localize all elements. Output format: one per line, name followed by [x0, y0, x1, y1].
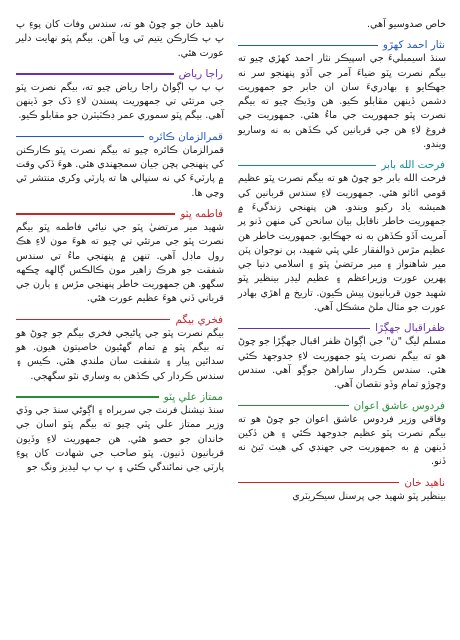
right-column	[238, 18, 446, 630]
section-qamar-zaman-kaira	[16, 130, 224, 201]
section-header	[238, 476, 446, 490]
section-heading: فخري بيگم	[175, 313, 223, 326]
section-body: سنڌ اسيمبليءَ جي اسپيڪر نثار احمد کهڙي چيو ته بيگم نصرت ڀٽو ضياءَ آمر جي آڏو پنهنجو سر نه جهڪايو ۽ بهادريءَ سان ان جابر جو جمهوريت دشمن ڏينهن مقابلو ڪيو. هن وڌيڪ چيو ته بيگم نصرت ڀٽو جمهوريت جي ماءُ هئي. جمهوريت جي فروغ لاءِ هن جي قربانين کي ڪڏهن به نه وساريو ويندو.	[238, 53, 446, 151]
section-body: فرحت الله بابر جو چوڻ هو ته بيگم نصرت ڀٽو عظيم قومي اثاثو هئي. جمهوريت لاءِ سندس قربانين کي هميشه ياد رکيو ويندو. هن پنهنجي زندگيءَ ۾ جمهوريت خاطر ناقابل بيان سانحن کي منهن ڏنو پر آمريت آڏو ڪڏهن به نه جهڪايو. جمهوريت خاطر هن عظيم مڙس ذوالفقار علي ڀٽي شهيد، ٻن نوجوان پٽن مير شاهنواز ۽ مير مرتضيٰ ڀٽو ۽ اسلامي دنيا جي پهرين عورت وزيراعظم ۽ عظيم ليڊر بينظير ڀٽو شهيد جون قربانيون پيش ڪيون. تاريخ ۾ اهڙي بهادر عورت جو مثال ملڻ مشڪل آهي.	[238, 173, 446, 314]
section-farhatullah-babar	[238, 158, 446, 315]
section-body: مسلم ليگ "ن" جي اڳواڻ ظفر اقبال جهڳڙا جو چوڻ هو ته بيگم نصرت ڀٽو جمهوريت لاءِ جدوجهد ڪئي هئي. سندس ڪردار ساراهڻ جوڳو آهي. سندس وڇوڙو تمام وڏو نقصان آهي.	[238, 336, 446, 391]
section-heading: فردوس عاشق اعوان	[353, 399, 445, 412]
section-body: بينظير ڀٽو شهيد جي پرسنل سيڪريٽري	[292, 490, 446, 502]
section-body: سنڌ نيشنل فرنٽ جي سربراه ۽ اڳوڻي سنڌ جي وڏي وزير ممتاز علي ڀٽي چيو ته بيگم ڀٽو اسان جي خاندان جو حصو هئي. هن جمهوريت لاءِ وڏيون قربانيون ڏنيون. ڀٽو صاحب جي شهادت کان پوءِ پارٽي جي نمائندگي ڪئي ۽ پ پ پ ليڊيز ونگ جو	[16, 404, 224, 474]
column-intro-text: خاص صدوسيو آهي.	[366, 19, 446, 30]
section-heading: نثار احمد کهڙو	[382, 39, 445, 52]
heading-rule	[238, 482, 399, 483]
section-header	[16, 390, 224, 404]
section-header	[16, 313, 224, 327]
section-zafar-iqbal-jhagra	[238, 321, 446, 392]
section-header	[16, 130, 224, 144]
heading-rule	[16, 319, 170, 320]
section-header	[16, 207, 224, 221]
section-body: بيگم نصرت ڀٽو جي ڀاڻيجي فخري بيگم جو چوڻ هو ته بيگم ڀٽو ۾ تمام گهڻيون خاصيتون هيون. هو سدائين پيار ۽ شفقت سان ملندي هئي. ڪيس ۽ سندس ڪردار کي ڪڏهن به وساري نٿو سگهجي.	[16, 327, 224, 382]
section-heading: قمرالزمان ڪائره	[148, 130, 223, 143]
heading-rule	[16, 213, 175, 214]
heading-rule	[238, 45, 378, 46]
section-body: قمرالزمان ڪائره چيو ته بيگم نصرت ڀٽو ڪارڪنن کي پنهنجي ٻچن جيان سمجهندي هئي. هوءَ ڏکي وقت ۾ پارٽيءَ کي نه سنڀالي ها ته پارٽي وکري منتشر ٿي وڃي ها.	[16, 144, 224, 199]
section-header	[238, 158, 446, 172]
section-body: وفاقي وزير فردوس عاشق اعوان جو چوڻ هو ته بيگم نصرت ڀٽو عظيم جدوجهد ڪئي ۽ هن ڏکين ڏينهن ۾ به جمهوريت جي جهنڊي کي هيٺ ٿيڻ نه ڏنو.	[238, 413, 446, 468]
section-nisar-khuhro	[238, 38, 446, 152]
section-firdous-ashiq-awan	[238, 399, 446, 470]
section-body: پ پ پ اڳواڻ راجا رياض چيو ته، بيگم نصرت ڀٽو جي مرتئي تي جمهوريت پسندن لاءِ ڏک جو ڏينهن آهي. بيگم ڀٽو سموري عمر ڊڪٽيٽرن جو مقابلو ڪيو.	[16, 81, 224, 122]
section-heading: فرحت الله بابر	[381, 159, 445, 172]
section-heading: ممتاز علي ڀٽو	[163, 390, 223, 403]
left-column	[16, 18, 224, 630]
heading-rule	[16, 73, 174, 74]
section-raja-riaz	[16, 67, 224, 124]
section-heading: راجا رياض	[178, 67, 223, 80]
section-mumtaz-ali-bhutto	[16, 390, 224, 475]
section-body: شهيد مير مرتضيٰ ڀٽو جي نياڻي فاطمه ڀٽو بيگم نصرت ڀٽو جي مرتئي تي چيو ته هوءَ مون لاءِ هڪ رول ماڊل آهي. تنهن ۾ پنهنجي ماءُ تي سندس شفقت جو هرڪ زاهير مون ڪالڪس ڳالهه ڇڪهه سگهو. هن جمهوريت خاطر پنهنجي مڙس ۽ ٻارن جي قرباني ڏني هوءَ عظيم عورت هئي.	[16, 221, 224, 305]
heading-rule	[16, 396, 159, 397]
section-fatima-bhutto	[16, 207, 224, 307]
heading-rule	[16, 136, 144, 137]
section-heading: ناهيد خان	[404, 476, 445, 489]
heading-rule	[238, 405, 349, 406]
section-naheed-khan	[238, 476, 446, 504]
section-header	[238, 321, 446, 335]
section-header	[16, 67, 224, 81]
heading-rule	[238, 328, 370, 329]
heading-rule	[238, 165, 376, 166]
section-heading: فاطمه ڀٽو	[180, 207, 223, 220]
column-intro-text: ناهيد خان جو چوڻ هو ته، سندس وفات کان پوءِ پ ڀ پ ڪارڪن يتيم ٿي ويا آهن. بيگم ڀٽو نهايت دلير عورت هئي.	[16, 19, 224, 59]
section-heading: ظفراقبال جهڳڙا	[375, 322, 445, 335]
section-fakhri-begum	[16, 313, 224, 384]
section-header	[238, 399, 446, 413]
section-header	[238, 38, 446, 52]
